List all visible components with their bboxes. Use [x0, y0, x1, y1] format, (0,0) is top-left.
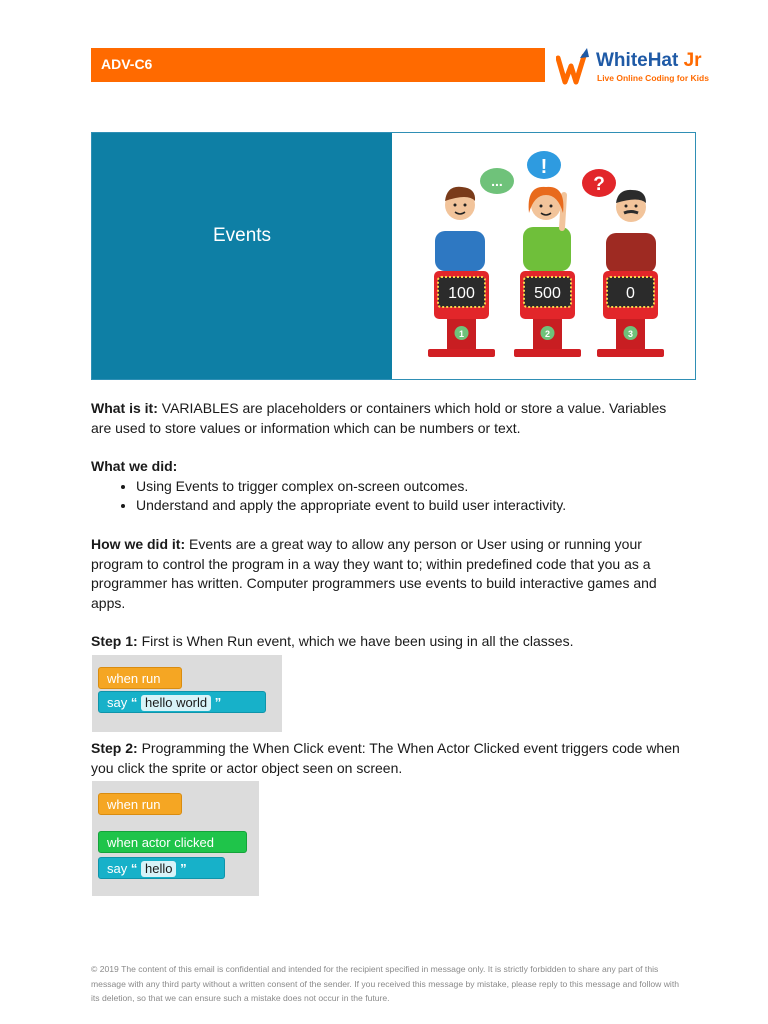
list-item: • Understand and apply the appropriate event to build user interactivity. [136, 496, 681, 516]
logo-tagline: Live Online Coding for Kids [597, 73, 709, 83]
contestant-2-score: 500 [534, 285, 561, 302]
hero-banner [91, 132, 696, 380]
say-value: hello [141, 861, 176, 877]
step-1-paragraph: Step 1: First is When Run event, which we have been using in all the classes. [91, 633, 574, 649]
header-bar [91, 48, 545, 82]
whitehat-logo [556, 44, 709, 88]
list-item: • Using Events to trigger complex on-screen outcomes. [136, 477, 681, 497]
what-we-did-list [91, 477, 681, 516]
contestant-2 [514, 151, 581, 357]
say-value: hello world [141, 695, 211, 711]
what-is-it-paragraph: What is it: VARIABLES are placeholders or containers which hold or store a value. Variables are used to store values or information which can be numbers or text. [91, 400, 667, 436]
logo-w-icon [556, 44, 594, 88]
svg-text:2: 2 [544, 329, 551, 339]
what-we-did-section [91, 457, 681, 516]
when-actor-clicked-block: when actor clicked [98, 831, 247, 853]
how-we-did-it-paragraph: How we did it: Events are a great way to allow any person or User using or running your program to control the program in a way they want to; within predefined code that you as a programmer has written. Computer programmers use events to build interactive games and apps. [91, 536, 657, 611]
step-2-paragraph: Step 2: Programming the When Click event: The When Actor Clicked event triggers code when you click the sprite or actor object seen on screen. [91, 740, 680, 776]
contestant-1-bubble: ... [491, 173, 503, 189]
lesson-code: ADV-C6 [101, 56, 153, 72]
logo-wordmark: WhiteHat Jr [596, 50, 702, 71]
contestant-1-score: 100 [448, 285, 475, 302]
hero-title-panel [92, 133, 392, 379]
when-run-block: when run [98, 793, 182, 815]
quiz-show-illustration [392, 133, 695, 379]
when-run-block: when run [98, 667, 182, 689]
contestant-2-bubble: ! [540, 156, 548, 178]
what-we-did-heading: What we did: [91, 458, 178, 474]
contestant-3 [582, 169, 664, 357]
say-block: say “ hello world ” [98, 691, 266, 713]
step-2-code-image [92, 781, 259, 896]
contestant-3-bubble: ? [593, 174, 605, 195]
confidentiality-footer: © 2019 The content of this email is confidential and intended for the recipient specified in message only. It is strictly forbidden to share any part of this message with any third party without a written consent of the sender. If you received this message by mistake, please reply to this message and follow with its deletion, so that we can ensure such a mistake does not occur in the future. [91, 964, 680, 1003]
contestant-1 [428, 168, 514, 357]
svg-text:3: 3 [627, 329, 634, 339]
page-title: Events [212, 225, 272, 246]
say-block: say “ hello ” [98, 857, 225, 879]
svg-text:1: 1 [458, 329, 465, 339]
contestant-3-score: 0 [626, 285, 635, 302]
step-1-code-image [92, 655, 282, 732]
